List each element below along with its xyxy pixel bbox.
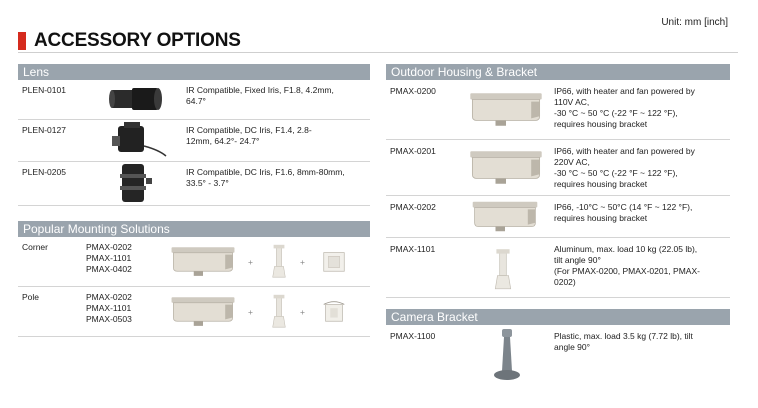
model-number: PMAX-1100 xyxy=(390,331,436,341)
page-title-bar xyxy=(18,32,738,53)
outdoor-section-header: Outdoor Housing & Bracket xyxy=(386,64,730,80)
page-title: ACCESSORY OPTIONS xyxy=(34,30,241,51)
mounting-section-header: Popular Mounting Solutions xyxy=(18,221,370,237)
model-number: PMAX-0200 xyxy=(390,86,436,96)
lens-image xyxy=(84,162,184,205)
plus-sign: + xyxy=(248,307,253,317)
housing-description: IP66, -10°C ~ 50°C (14 °F ~ 122 °F), requires housing bracket xyxy=(554,202,693,223)
model-number: PLEN-0127 xyxy=(22,125,66,135)
unit-label: Unit: mm [inch] xyxy=(661,17,728,28)
wall-bracket-image xyxy=(270,241,288,281)
mount-models: PMAX-0202 PMAX-1101 PMAX-0503 xyxy=(86,292,132,324)
mount-models: PMAX-0202 PMAX-1101 PMAX-0402 xyxy=(86,242,132,274)
plus-sign: + xyxy=(300,307,305,317)
lens-row xyxy=(18,162,370,206)
accent-mark xyxy=(18,32,26,50)
housing-image xyxy=(466,198,544,236)
model-number: PMAX-1101 xyxy=(390,244,436,254)
model-number: PLEN-0205 xyxy=(22,167,66,177)
mount-type: Pole xyxy=(22,292,40,302)
housing-description: IP66, with heater and fan powered by 220V AC, -30 °C ~ 50 °C (-22 °F ~ 122 °F), requires housing bracket xyxy=(554,146,695,189)
camera-bracket-row xyxy=(386,325,730,385)
wall-bracket-image xyxy=(492,246,514,292)
outdoor-row xyxy=(386,140,730,196)
lens-description: IR Compatible, Fixed Iris, F1.8, 4.2mm, 64.7° xyxy=(186,85,334,106)
lens-description: IR Compatible, DC Iris, F1.4, 2.8- 12mm, 64.2°- 24.7° xyxy=(186,125,312,146)
mount-type: Corner xyxy=(22,242,48,252)
lens-row xyxy=(18,80,370,120)
bracket-description: Plastic, max. load 3.5 kg (7.72 lb), tilt angle 90° xyxy=(554,331,693,352)
plus-sign: + xyxy=(248,257,253,267)
bracket-description: Aluminum, max. load 10 kg (22.05 lb), tilt angle 90° (For PMAX-0200, PMAX-0201, PMAX- 0202) xyxy=(554,244,700,287)
outdoor-row xyxy=(386,80,730,140)
lens-row xyxy=(18,120,370,162)
outdoor-row xyxy=(386,238,730,298)
mounting-row xyxy=(18,287,370,337)
model-number: PMAX-0202 xyxy=(390,202,436,212)
wall-bracket-image xyxy=(270,291,288,331)
outdoor-row xyxy=(386,196,730,238)
lens-description: IR Compatible, DC Iris, F1.6, 8mm-80mm, 33.5° - 3.7° xyxy=(186,167,345,188)
pole-adapter-image xyxy=(320,297,348,325)
model-number: PMAX-0201 xyxy=(390,146,436,156)
plus-sign: + xyxy=(300,257,305,267)
lens-image xyxy=(84,120,184,161)
mounting-row xyxy=(18,237,370,287)
housing-image xyxy=(166,293,240,331)
lens-section-header: Lens xyxy=(18,64,370,80)
model-number: PLEN-0101 xyxy=(22,85,66,95)
housing-image xyxy=(464,146,548,190)
lens-image xyxy=(84,80,184,119)
housing-image xyxy=(464,88,548,132)
corner-adapter-image xyxy=(320,247,348,275)
housing-image xyxy=(166,243,240,281)
camera-bracket-image xyxy=(482,327,532,383)
camera-bracket-section-header: Camera Bracket xyxy=(386,309,730,325)
housing-description: IP66, with heater and fan powered by 110V AC, -30 °C ~ 50 °C (-22 °F ~ 122 °F), requires housing bracket xyxy=(554,86,695,129)
